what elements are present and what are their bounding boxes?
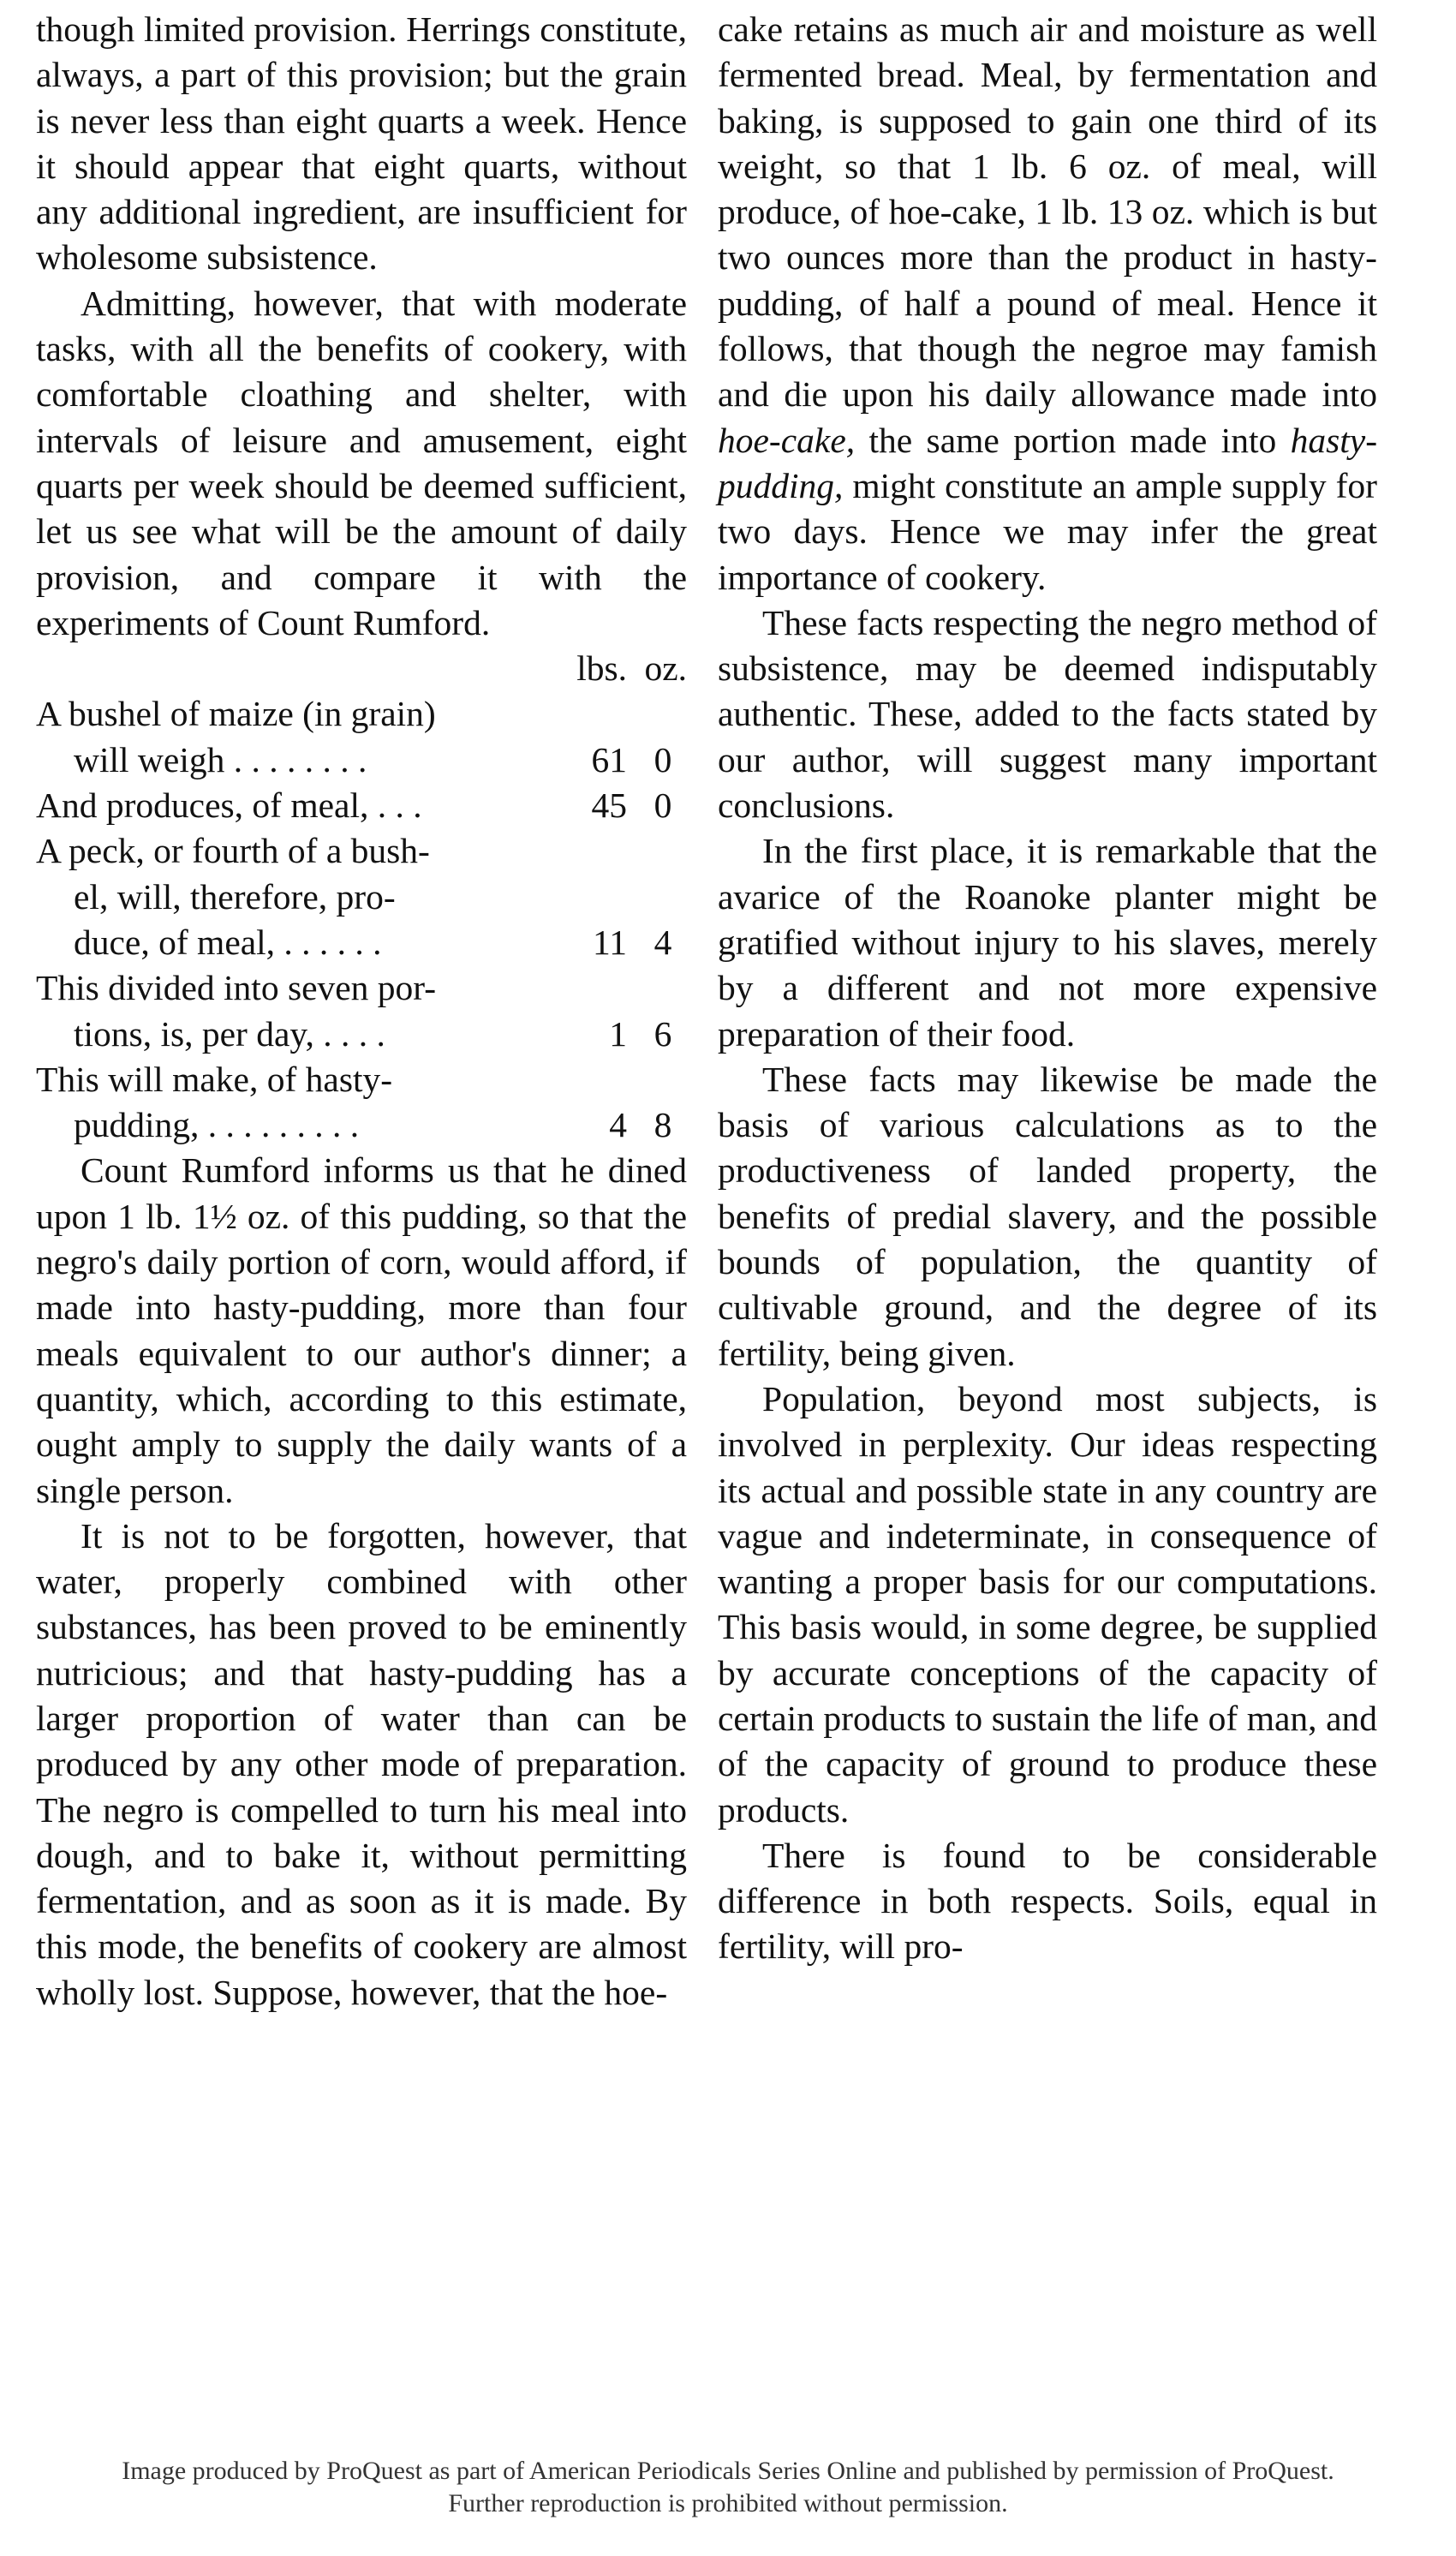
table-cell-lbs: 45 [591, 785, 627, 826]
table-cell-oz: 0 [653, 739, 672, 779]
proquest-footer [0, 2455, 1456, 2520]
table-cell-desc: A peck, or fourth of a bush- [36, 831, 430, 871]
paragraph: Admitting, however, that with moderate tasks, with all the benefits of cookery, with comfortable cloathing and shelter, with intervals of leisure and amusement, eight quarts per week should be deemed sufficient, let us see what will be the amount of daily provision, and compare it with the experiments of Count Rumford. [36, 283, 687, 642]
table-cell-oz [639, 875, 687, 920]
footer-line: Image produced by ProQuest as part of American Periodicals Series Online and published by permission of ProQuest. [122, 2457, 1334, 2485]
paragraph: It is not to be forgotten, however, that water, properly combined with other substances, has been proved to be eminently nutricious; and that hasty-pudding has a larger proportion of water than can be produced by any other mode of preparation. The negro is compelled to turn his meal into dough, and to bake it, without permitting fermentation, and as soon as it is made. By this mode, the benefits of cookery are almost wholly lost. Suppose, however, that the hoe- [36, 1515, 687, 2012]
table-cell-lbs [564, 828, 639, 874]
table-cell-lbs [564, 691, 639, 737]
right-column [718, 7, 1377, 1970]
table-row [36, 691, 687, 737]
table-cell-desc: will weigh . . . . . . . . [74, 739, 367, 779]
left-column [36, 7, 687, 2016]
table-cell-desc: A bushel of maize (in grain) [36, 694, 436, 734]
table-cell-lbs [564, 1057, 639, 1102]
table-row [36, 1057, 687, 1102]
table-row [36, 1012, 687, 1057]
table-cell-desc: This will make, of hasty- [36, 1059, 393, 1099]
table-cell-oz [639, 691, 687, 737]
italic-term: hasty-pudding, [718, 420, 1378, 505]
table-row [36, 920, 687, 965]
table-cell-oz: 8 [653, 1105, 672, 1145]
paragraph: Population, beyond most subjects, is involved in perplexity. Our ideas respecting its actual and possible state in any country are vague and indeterminate, in consequence of wanting a proper basis for our computations. This basis would, in some degree, be supplied by accurate conceptions of the capacity of certain products to sustain the life of man, and of the capacity of ground to produce these products. [718, 1378, 1377, 1830]
maize-provision-table [36, 646, 687, 1148]
table-cell-desc: And produces, of meal, . . . [36, 785, 422, 826]
table-cell-oz: 6 [653, 1013, 672, 1054]
footer-line: Further reproduction is prohibited without permission. [448, 2489, 1008, 2517]
paragraph [718, 7, 1377, 600]
paragraph: though limited provision. Herrings constitute, always, a part of this provision; but the grain is never less than eight quarts a week. Hence it should appear that eight quarts, without any additional ingredient, are insufficient for wholesome subsistence. [36, 9, 687, 278]
table-cell-lbs: 4 [609, 1105, 627, 1145]
table-cell-desc: This divided into seven por- [36, 968, 437, 1008]
table-header-row [36, 646, 687, 691]
table-cell-lbs: 11 [593, 922, 627, 962]
table-row [36, 828, 687, 874]
table-header-blank [36, 646, 564, 691]
table-row [36, 783, 687, 828]
table-cell-oz [639, 828, 687, 874]
table-cell-oz [639, 965, 687, 1011]
paragraph: These facts respecting the negro method of subsistence, may be deemed indisputably authentic. These, added to the facts stated by our author, will suggest many important conclusions. [718, 602, 1377, 826]
paragraph: Count Rumford informs us that he dined upon 1 lb. 1½ oz. of this pudding, so that the negro's daily portion of corn, would afford, if made into hasty-pudding, more than four meals equivalent to our author's dinner; a quantity, which, according to this estimate, ought amply to supply the daily wants of a single person. [36, 1150, 687, 1510]
paragraph-text: the same portion made into [868, 420, 1277, 460]
table-cell-lbs: 1 [609, 1013, 627, 1054]
table-cell-lbs: 61 [591, 739, 627, 779]
table-cell-desc: duce, of meal, . . . . . . [74, 922, 382, 962]
table-cell-oz [639, 1057, 687, 1102]
table-cell-lbs [564, 875, 639, 920]
table-cell-oz: 0 [653, 785, 672, 826]
table-row [36, 738, 687, 783]
table-row [36, 965, 687, 1011]
table-cell-desc: tions, is, per day, . . . . [74, 1013, 385, 1054]
paragraph-text: might constitute an ample supply for two days. Hence we may infer the great importance of cookery. [718, 465, 1378, 597]
paragraph-text: cake retains as much air and moisture as well fermented bread. Meal, by fermentation and baking, is supposed to gain one third of its weight, so that 1 lb. 6 oz. of meal, will produce, of hoe-cake, 1 lb. 13 oz. which is but two ounces more than the product in hasty-pudding, of half a pound of meal. Hence it follows, that though the negroe may famish and die upon his daily allowance made into [718, 9, 1377, 415]
table-cell-desc: pudding, . . . . . . . . . [74, 1105, 360, 1145]
table-cell-oz: 4 [653, 922, 672, 962]
table-row [36, 1102, 687, 1148]
paragraph: These facts may likewise be made the basis of various calculations as to the productiveness of landed property, the benefits of predial slavery, and the possible bounds of population, the quantity of cultivable ground, and the degree of its fertility, being given. [718, 1059, 1377, 1373]
paragraph: In the first place, it is remarkable that the avarice of the Roanoke planter might be gratified without injury to his slaves, merely by a different and not more expensive preparation of their food. [718, 831, 1377, 1054]
table-row [36, 875, 687, 920]
table-header-oz: oz. [644, 648, 687, 689]
paragraph: There is found to be considerable difference in both respects. Soils, equal in fertility, will pro- [718, 1835, 1377, 1967]
table-cell-lbs [564, 965, 639, 1011]
table-header-lbs: lbs. [576, 648, 627, 689]
table-cell-desc: el, will, therefore, pro- [74, 876, 396, 917]
italic-term: hoe-cake, [718, 420, 856, 460]
